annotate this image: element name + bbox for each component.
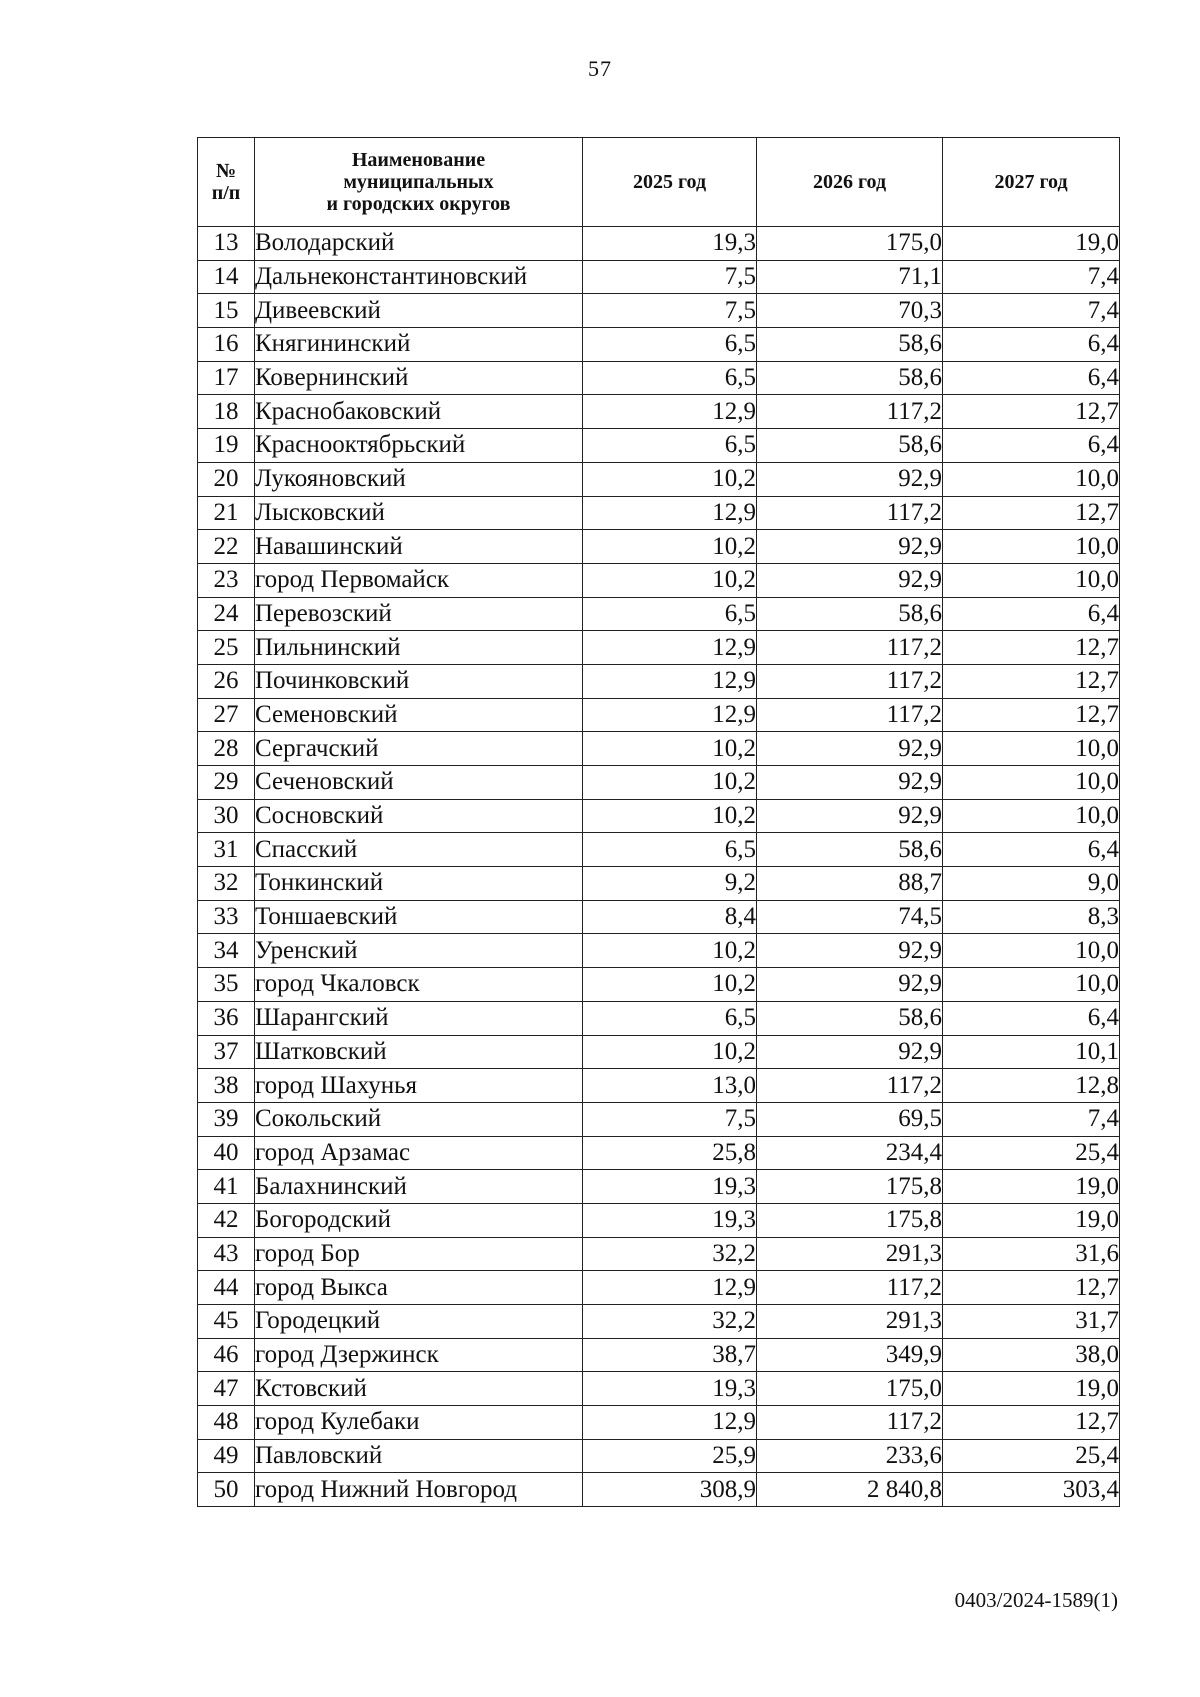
table-row [198, 1439, 1120, 1473]
row-number-cell: 20 [198, 462, 255, 496]
value-2025-cell: 12,9 [583, 698, 757, 732]
district-name-cell: Шатковский [255, 1035, 583, 1069]
district-name-cell: город Арзамас [255, 1136, 583, 1170]
value-2026-cell: 291,3 [757, 1237, 943, 1271]
district-name-cell: Дивеевский [255, 294, 583, 328]
value-2027-cell: 303,4 [943, 1473, 1120, 1507]
table-row [198, 260, 1120, 294]
table-row [198, 597, 1120, 631]
value-2026-cell: 58,6 [757, 1001, 943, 1035]
district-name-cell: город Выкса [255, 1271, 583, 1305]
table-row [198, 429, 1120, 463]
district-name-cell: Тоншаевский [255, 900, 583, 934]
table-row [198, 1271, 1120, 1305]
table-row [198, 1001, 1120, 1035]
value-2025-cell: 10,2 [583, 934, 757, 968]
value-2026-cell: 92,9 [757, 968, 943, 1002]
value-2027-cell: 19,0 [943, 227, 1120, 261]
header-2027: 2027 год [943, 138, 1120, 227]
value-2027-cell: 6,4 [943, 1001, 1120, 1035]
table-row [198, 934, 1120, 968]
district-name-cell: город Бор [255, 1237, 583, 1271]
value-2027-cell: 7,4 [943, 1102, 1120, 1136]
value-2026-cell: 58,6 [757, 597, 943, 631]
value-2027-cell: 7,4 [943, 294, 1120, 328]
value-2027-cell: 31,6 [943, 1237, 1120, 1271]
value-2025-cell: 12,9 [583, 395, 757, 429]
row-number-cell: 39 [198, 1102, 255, 1136]
table-row [198, 1406, 1120, 1440]
district-name-cell: Дальнеконстантиновский [255, 260, 583, 294]
district-name-cell: Уренский [255, 934, 583, 968]
header-name-line1: Наименование [351, 149, 486, 171]
row-number-cell: 27 [198, 698, 255, 732]
table-row [198, 631, 1120, 665]
table-row [198, 664, 1120, 698]
table-body [198, 227, 1120, 1507]
table-row [198, 1102, 1120, 1136]
table-row [198, 227, 1120, 261]
district-name-cell: Пильнинский [255, 631, 583, 665]
value-2027-cell: 7,4 [943, 260, 1120, 294]
value-2027-cell: 12,7 [943, 395, 1120, 429]
row-number-cell: 35 [198, 968, 255, 1002]
district-name-cell: Тонкинский [255, 867, 583, 901]
district-name-cell: Городецкий [255, 1305, 583, 1339]
district-name-cell: Перевозский [255, 597, 583, 631]
header-number-line1: № [215, 160, 237, 182]
value-2027-cell: 12,7 [943, 631, 1120, 665]
row-number-cell: 32 [198, 867, 255, 901]
value-2025-cell: 12,9 [583, 664, 757, 698]
value-2025-cell: 6,5 [583, 833, 757, 867]
header-name [255, 138, 583, 227]
header-number [198, 138, 255, 227]
district-name-cell: город Кулебаки [255, 1406, 583, 1440]
value-2026-cell: 92,9 [757, 530, 943, 564]
value-2026-cell: 92,9 [757, 799, 943, 833]
table-row [198, 1170, 1120, 1204]
value-2025-cell: 10,2 [583, 530, 757, 564]
table-row [198, 496, 1120, 530]
value-2026-cell: 175,0 [757, 227, 943, 261]
value-2027-cell: 19,0 [943, 1372, 1120, 1406]
district-name-cell: Спасский [255, 833, 583, 867]
value-2025-cell: 25,9 [583, 1439, 757, 1473]
district-name-cell: Починковский [255, 664, 583, 698]
row-number-cell: 22 [198, 530, 255, 564]
table-row [198, 361, 1120, 395]
district-name-cell: Павловский [255, 1439, 583, 1473]
table-header-row [198, 138, 1120, 227]
row-number-cell: 44 [198, 1271, 255, 1305]
value-2025-cell: 7,5 [583, 1102, 757, 1136]
table-row [198, 563, 1120, 597]
row-number-cell: 28 [198, 732, 255, 766]
page-number: 57 [588, 56, 612, 81]
value-2027-cell: 6,4 [943, 429, 1120, 463]
value-2026-cell: 175,8 [757, 1170, 943, 1204]
value-2026-cell: 234,4 [757, 1136, 943, 1170]
table-row [198, 1338, 1120, 1372]
value-2025-cell: 12,9 [583, 496, 757, 530]
value-2026-cell: 117,2 [757, 1406, 943, 1440]
row-number-cell: 21 [198, 496, 255, 530]
district-name-cell: Шарангский [255, 1001, 583, 1035]
value-2025-cell: 6,5 [583, 429, 757, 463]
value-2025-cell: 8,4 [583, 900, 757, 934]
value-2027-cell: 25,4 [943, 1439, 1120, 1473]
value-2027-cell: 10,0 [943, 732, 1120, 766]
value-2027-cell: 12,7 [943, 1271, 1120, 1305]
table-row [198, 1237, 1120, 1271]
row-number-cell: 49 [198, 1439, 255, 1473]
value-2025-cell: 9,2 [583, 867, 757, 901]
district-name-cell: Кстовский [255, 1372, 583, 1406]
value-2027-cell: 9,0 [943, 867, 1120, 901]
value-2026-cell: 117,2 [757, 664, 943, 698]
row-number-cell: 18 [198, 395, 255, 429]
header-name-line2: муниципальных [343, 171, 494, 193]
header-2025: 2025 год [583, 138, 757, 227]
value-2026-cell: 70,3 [757, 294, 943, 328]
row-number-cell: 24 [198, 597, 255, 631]
value-2026-cell: 2 840,8 [757, 1473, 943, 1507]
value-2026-cell: 92,9 [757, 766, 943, 800]
district-name-cell: Сеченовский [255, 766, 583, 800]
value-2026-cell: 175,0 [757, 1372, 943, 1406]
value-2027-cell: 10,0 [943, 799, 1120, 833]
row-number-cell: 50 [198, 1473, 255, 1507]
value-2026-cell: 291,3 [757, 1305, 943, 1339]
value-2027-cell: 12,7 [943, 496, 1120, 530]
value-2027-cell: 12,7 [943, 664, 1120, 698]
value-2025-cell: 308,9 [583, 1473, 757, 1507]
table-row [198, 900, 1120, 934]
row-number-cell: 25 [198, 631, 255, 665]
row-number-cell: 16 [198, 328, 255, 362]
value-2025-cell: 12,9 [583, 631, 757, 665]
value-2025-cell: 10,2 [583, 732, 757, 766]
value-2026-cell: 74,5 [757, 900, 943, 934]
district-name-cell: Сокольский [255, 1102, 583, 1136]
row-number-cell: 38 [198, 1069, 255, 1103]
value-2025-cell: 32,2 [583, 1305, 757, 1339]
value-2025-cell: 10,2 [583, 563, 757, 597]
value-2026-cell: 117,2 [757, 1271, 943, 1305]
value-2027-cell: 12,7 [943, 698, 1120, 732]
row-number-cell: 29 [198, 766, 255, 800]
value-2027-cell: 10,0 [943, 766, 1120, 800]
row-number-cell: 15 [198, 294, 255, 328]
row-number-cell: 45 [198, 1305, 255, 1339]
table-row [198, 530, 1120, 564]
value-2027-cell: 38,0 [943, 1338, 1120, 1372]
district-name-cell: Лысковский [255, 496, 583, 530]
value-2027-cell: 12,7 [943, 1406, 1120, 1440]
row-number-cell: 34 [198, 934, 255, 968]
value-2025-cell: 10,2 [583, 462, 757, 496]
table-row [198, 1305, 1120, 1339]
value-2027-cell: 12,8 [943, 1069, 1120, 1103]
table-row [198, 867, 1120, 901]
district-name-cell: Ковернинский [255, 361, 583, 395]
district-name-cell: Краснобаковский [255, 395, 583, 429]
table-row [198, 799, 1120, 833]
value-2026-cell: 92,9 [757, 462, 943, 496]
value-2025-cell: 32,2 [583, 1237, 757, 1271]
value-2025-cell: 12,9 [583, 1271, 757, 1305]
value-2027-cell: 8,3 [943, 900, 1120, 934]
value-2025-cell: 6,5 [583, 1001, 757, 1035]
table-row [198, 833, 1120, 867]
row-number-cell: 40 [198, 1136, 255, 1170]
district-name-cell: Семеновский [255, 698, 583, 732]
value-2027-cell: 6,4 [943, 833, 1120, 867]
value-2026-cell: 58,6 [757, 361, 943, 395]
value-2025-cell: 7,5 [583, 294, 757, 328]
value-2027-cell: 10,0 [943, 462, 1120, 496]
table-row [198, 294, 1120, 328]
table-row [198, 1035, 1120, 1069]
row-number-cell: 42 [198, 1203, 255, 1237]
table-row [198, 1372, 1120, 1406]
value-2026-cell: 92,9 [757, 934, 943, 968]
row-number-cell: 46 [198, 1338, 255, 1372]
value-2027-cell: 25,4 [943, 1136, 1120, 1170]
row-number-cell: 19 [198, 429, 255, 463]
value-2026-cell: 92,9 [757, 1035, 943, 1069]
table-row [198, 1473, 1120, 1507]
value-2027-cell: 6,4 [943, 361, 1120, 395]
header-number-line2: п/п [211, 182, 241, 204]
district-name-cell: Сергачский [255, 732, 583, 766]
value-2025-cell: 10,2 [583, 968, 757, 1002]
row-number-cell: 33 [198, 900, 255, 934]
value-2026-cell: 92,9 [757, 563, 943, 597]
value-2025-cell: 19,3 [583, 1170, 757, 1204]
value-2026-cell: 349,9 [757, 1338, 943, 1372]
row-number-cell: 48 [198, 1406, 255, 1440]
value-2025-cell: 10,2 [583, 799, 757, 833]
value-2025-cell: 6,5 [583, 361, 757, 395]
value-2027-cell: 31,7 [943, 1305, 1120, 1339]
value-2026-cell: 58,6 [757, 328, 943, 362]
value-2025-cell: 7,5 [583, 260, 757, 294]
row-number-cell: 13 [198, 227, 255, 261]
value-2025-cell: 19,3 [583, 1372, 757, 1406]
document-code: 0403/2024-1589(1) [954, 1588, 1118, 1612]
value-2025-cell: 19,3 [583, 227, 757, 261]
value-2026-cell: 58,6 [757, 429, 943, 463]
row-number-cell: 17 [198, 361, 255, 395]
value-2025-cell: 13,0 [583, 1069, 757, 1103]
district-name-cell: Княгининский [255, 328, 583, 362]
value-2027-cell: 19,0 [943, 1170, 1120, 1204]
row-number-cell: 31 [198, 833, 255, 867]
value-2027-cell: 10,0 [943, 563, 1120, 597]
row-number-cell: 14 [198, 260, 255, 294]
value-2026-cell: 175,8 [757, 1203, 943, 1237]
value-2026-cell: 88,7 [757, 867, 943, 901]
value-2025-cell: 6,5 [583, 328, 757, 362]
row-number-cell: 47 [198, 1372, 255, 1406]
value-2026-cell: 117,2 [757, 395, 943, 429]
table-row [198, 968, 1120, 1002]
value-2026-cell: 117,2 [757, 1069, 943, 1103]
value-2026-cell: 58,6 [757, 833, 943, 867]
district-name-cell: город Первомайск [255, 563, 583, 597]
district-name-cell: Сосновский [255, 799, 583, 833]
district-name-cell: Володарский [255, 227, 583, 261]
row-number-cell: 41 [198, 1170, 255, 1204]
value-2026-cell: 117,2 [757, 698, 943, 732]
value-2027-cell: 10,0 [943, 934, 1120, 968]
district-name-cell: город Чкаловск [255, 968, 583, 1002]
table-row [198, 1069, 1120, 1103]
value-2026-cell: 117,2 [757, 496, 943, 530]
row-number-cell: 37 [198, 1035, 255, 1069]
value-2027-cell: 10,0 [943, 968, 1120, 1002]
header-name-line3: и городских округов [326, 193, 511, 215]
value-2026-cell: 71,1 [757, 260, 943, 294]
value-2025-cell: 25,8 [583, 1136, 757, 1170]
table-row [198, 766, 1120, 800]
row-number-cell: 36 [198, 1001, 255, 1035]
district-name-cell: Богородский [255, 1203, 583, 1237]
value-2027-cell: 10,0 [943, 530, 1120, 564]
district-name-cell: Лукояновский [255, 462, 583, 496]
table-row [198, 462, 1120, 496]
table-row [198, 732, 1120, 766]
value-2026-cell: 92,9 [757, 732, 943, 766]
value-2026-cell: 233,6 [757, 1439, 943, 1473]
table-row [198, 698, 1120, 732]
row-number-cell: 23 [198, 563, 255, 597]
value-2027-cell: 10,1 [943, 1035, 1120, 1069]
district-name-cell: город Дзержинск [255, 1338, 583, 1372]
value-2027-cell: 19,0 [943, 1203, 1120, 1237]
district-name-cell: город Шахунья [255, 1069, 583, 1103]
value-2026-cell: 117,2 [757, 631, 943, 665]
value-2027-cell: 6,4 [943, 597, 1120, 631]
table-row [198, 328, 1120, 362]
district-name-cell: Навашинский [255, 530, 583, 564]
value-2025-cell: 6,5 [583, 597, 757, 631]
value-2026-cell: 69,5 [757, 1102, 943, 1136]
district-name-cell: город Нижний Новгород [255, 1473, 583, 1507]
table-row [198, 395, 1120, 429]
header-2026: 2026 год [757, 138, 943, 227]
table-row [198, 1136, 1120, 1170]
district-name-cell: Балахнинский [255, 1170, 583, 1204]
value-2025-cell: 38,7 [583, 1338, 757, 1372]
value-2025-cell: 10,2 [583, 766, 757, 800]
district-name-cell: Краснооктябрьский [255, 429, 583, 463]
value-2025-cell: 19,3 [583, 1203, 757, 1237]
funding-table [197, 137, 1120, 1507]
row-number-cell: 30 [198, 799, 255, 833]
value-2025-cell: 10,2 [583, 1035, 757, 1069]
row-number-cell: 26 [198, 664, 255, 698]
table-row [198, 1203, 1120, 1237]
value-2027-cell: 6,4 [943, 328, 1120, 362]
value-2025-cell: 12,9 [583, 1406, 757, 1440]
row-number-cell: 43 [198, 1237, 255, 1271]
